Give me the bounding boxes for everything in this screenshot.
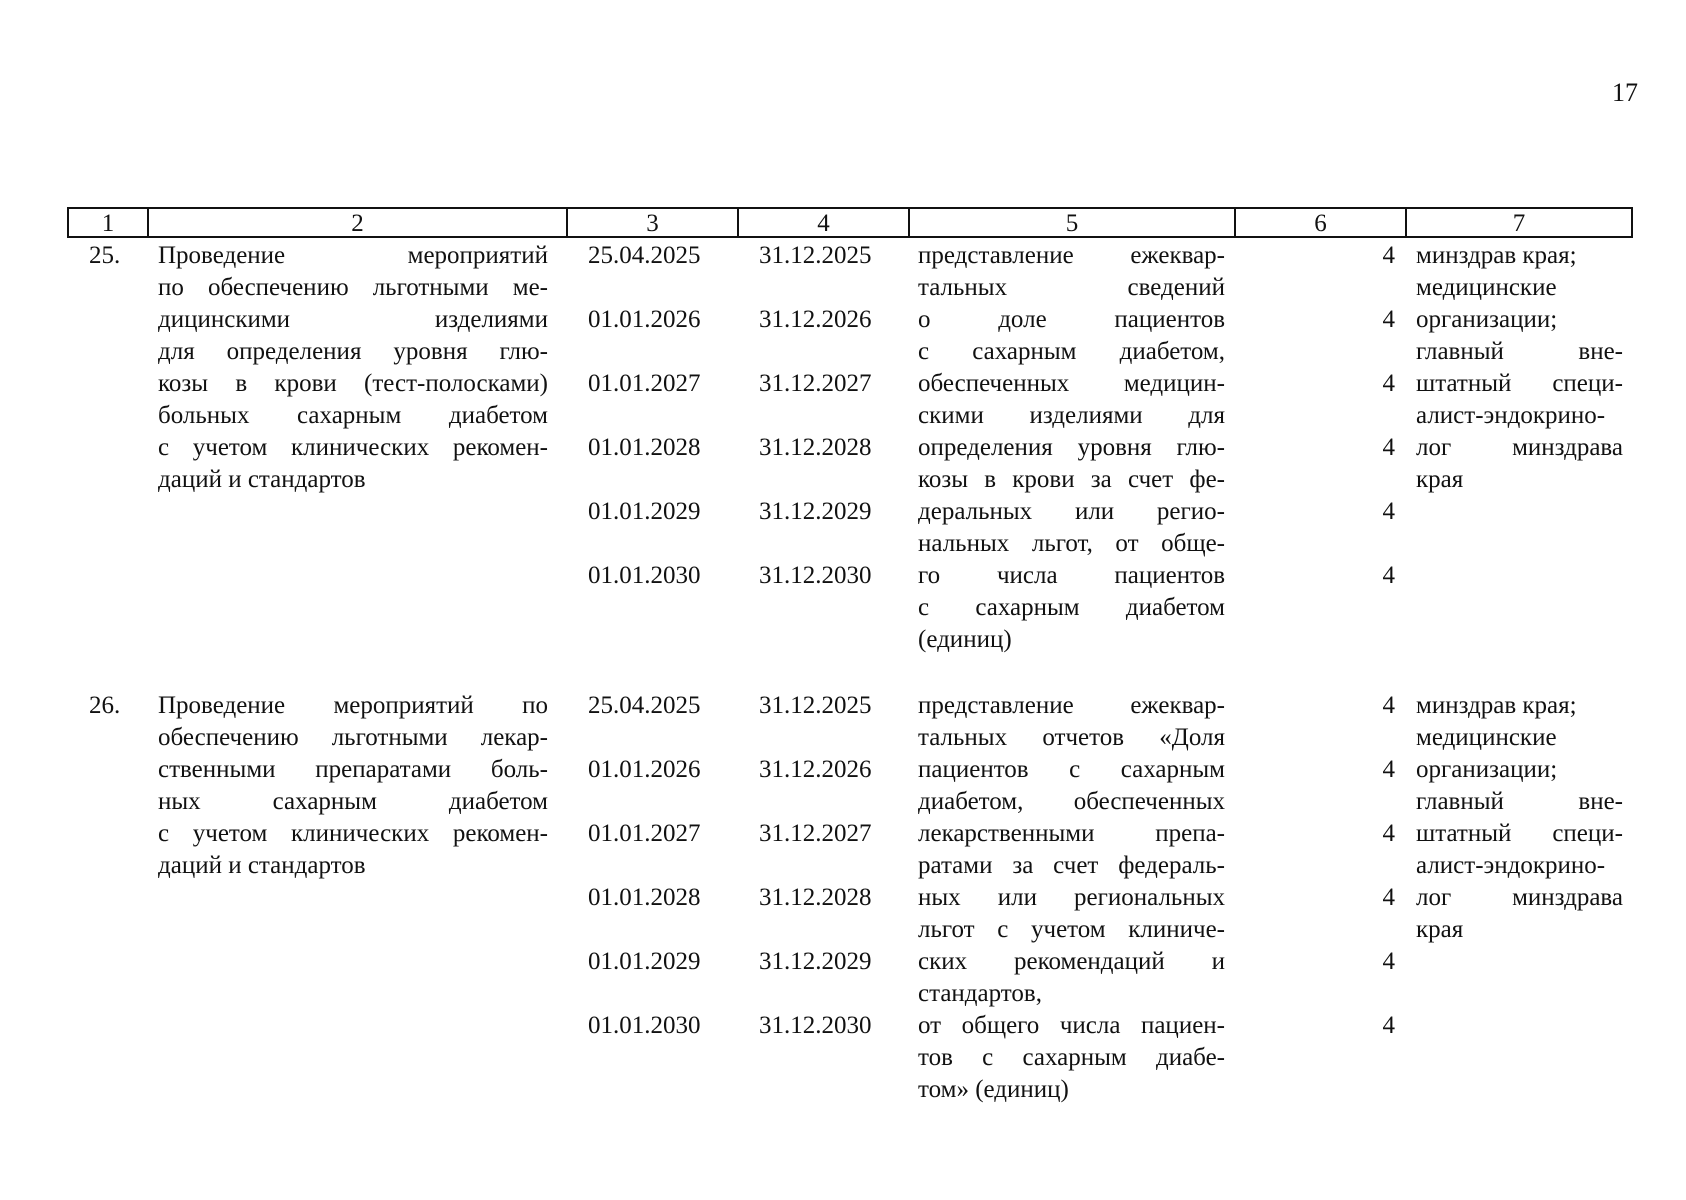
indicator-line: обеспеченных медицин- <box>918 370 1225 397</box>
activity-name-line: обеспечению льготными лекар- <box>158 724 548 751</box>
page-number: 17 <box>1612 78 1638 107</box>
indicator-line: (единиц) <box>918 626 1012 653</box>
period-end-date: 31.12.2029 <box>759 948 872 975</box>
activity-name-line: козы в крови (тест-полосками) <box>158 370 548 397</box>
row-number: 25. <box>89 242 121 269</box>
responsible-line: главный вне- <box>1416 338 1623 365</box>
indicator-line: представление ежеквар- <box>918 242 1225 269</box>
period-start-date: 01.01.2030 <box>588 1012 701 1039</box>
responsible-line: лог минздрава <box>1416 884 1623 911</box>
period-end-date: 31.12.2025 <box>759 242 872 269</box>
responsible-line: минздрав края; <box>1416 242 1577 269</box>
indicator-line: ратами за счет федераль- <box>918 852 1225 879</box>
activity-name-line: ных сахарным диабетом <box>158 788 548 815</box>
period-start-date: 01.01.2027 <box>588 370 701 397</box>
indicator-line: льгот с учетом клиниче- <box>918 916 1225 943</box>
indicator-line: ных или региональных <box>918 884 1225 911</box>
indicator-line: деральных или регио- <box>918 498 1225 525</box>
column-header-1: 1 <box>101 210 115 237</box>
activity-name-line: ственными препаратами боль- <box>158 756 548 783</box>
indicator-line: тальных отчетов «Доля <box>918 724 1225 751</box>
indicator-line: том» (единиц) <box>918 1076 1069 1103</box>
activity-name-line: по обеспечению льготными ме- <box>158 274 548 301</box>
responsible-line: алист-эндокрино- <box>1416 852 1606 879</box>
responsible-line: алист-эндокрино- <box>1416 402 1606 429</box>
responsible-line: минздрав края; <box>1416 692 1577 719</box>
target-value: 4 <box>1382 756 1395 783</box>
period-start-date: 25.04.2025 <box>588 692 701 719</box>
target-value: 4 <box>1382 370 1395 397</box>
table-header <box>67 207 1633 238</box>
column-header-2: 2 <box>147 209 566 236</box>
column-header-5: 5 <box>908 209 1234 236</box>
indicator-line: стандартов, <box>918 980 1042 1007</box>
target-value: 4 <box>1382 1012 1395 1039</box>
responsible-line: организации; <box>1416 756 1558 783</box>
column-header-3: 3 <box>566 209 737 236</box>
period-start-date: 01.01.2026 <box>588 756 701 783</box>
target-value: 4 <box>1382 562 1395 589</box>
indicator-line: от общего числа пациен- <box>918 1012 1225 1039</box>
activity-name-line: Проведение мероприятий <box>158 242 548 269</box>
activity-name-line: даций и стандартов <box>158 852 366 879</box>
period-end-date: 31.12.2028 <box>759 884 872 911</box>
activity-name-line: для определения уровня глю- <box>158 338 548 365</box>
indicator-line: о доле пациентов <box>918 306 1225 333</box>
responsible-line: медицинские <box>1416 274 1557 301</box>
period-start-date: 01.01.2029 <box>588 948 701 975</box>
responsible-line: медицинские <box>1416 724 1557 751</box>
row-number: 26. <box>89 692 121 719</box>
indicator-line: представление ежеквар- <box>918 692 1225 719</box>
period-end-date: 31.12.2025 <box>759 692 872 719</box>
activity-name-line: даций и стандартов <box>158 466 366 493</box>
period-end-date: 31.12.2030 <box>759 562 872 589</box>
period-end-date: 31.12.2028 <box>759 434 872 461</box>
period-end-date: 31.12.2026 <box>759 756 872 783</box>
period-end-date: 31.12.2026 <box>759 306 872 333</box>
target-value: 4 <box>1382 242 1395 269</box>
responsible-line: организации; <box>1416 306 1558 333</box>
responsible-line: края <box>1416 916 1464 943</box>
indicator-line: пациентов с сахарным <box>918 756 1225 783</box>
period-start-date: 01.01.2026 <box>588 306 701 333</box>
responsible-line: штатный специ- <box>1416 820 1623 847</box>
indicator-line: ских рекомендаций и <box>918 948 1225 975</box>
target-value: 4 <box>1382 498 1395 525</box>
target-value: 4 <box>1382 948 1395 975</box>
period-start-date: 01.01.2027 <box>588 820 701 847</box>
period-end-date: 31.12.2030 <box>759 1012 872 1039</box>
indicator-line: диабетом, обеспеченных <box>918 788 1225 815</box>
indicator-line: лекарственными препа- <box>918 820 1225 847</box>
column-header-7: 7 <box>1405 209 1631 236</box>
responsible-line: штатный специ- <box>1416 370 1623 397</box>
period-start-date: 01.01.2030 <box>588 562 701 589</box>
indicator-line: определения уровня глю- <box>918 434 1225 461</box>
activity-name-line: больных сахарным диабетом <box>158 402 548 429</box>
indicator-line: нальных льгот, от обще- <box>918 530 1225 557</box>
period-end-date: 31.12.2027 <box>759 370 872 397</box>
indicator-line: козы в крови за счет фе- <box>918 466 1225 493</box>
indicator-line: с сахарным диабетом, <box>918 338 1225 365</box>
responsible-line: лог минздрава <box>1416 434 1623 461</box>
indicator-line: тальных сведений <box>918 274 1225 301</box>
activity-name-line: дицинскими изделиями <box>158 306 548 333</box>
indicator-line: с сахарным диабетом <box>918 594 1225 621</box>
indicator-line: скими изделиями для <box>918 402 1225 429</box>
indicator-line: го числа пациентов <box>918 562 1225 589</box>
target-value: 4 <box>1382 884 1395 911</box>
responsible-line: края <box>1416 466 1464 493</box>
indicator-line: тов с сахарным диабе- <box>918 1044 1225 1071</box>
target-value: 4 <box>1382 434 1395 461</box>
period-end-date: 31.12.2027 <box>759 820 872 847</box>
period-start-date: 25.04.2025 <box>588 242 701 269</box>
period-start-date: 01.01.2029 <box>588 498 701 525</box>
responsible-line: главный вне- <box>1416 788 1623 815</box>
column-header-4: 4 <box>737 209 908 236</box>
period-end-date: 31.12.2029 <box>759 498 872 525</box>
activity-name-line: с учетом клинических рекомен- <box>158 820 548 847</box>
target-value: 4 <box>1382 692 1395 719</box>
target-value: 4 <box>1382 306 1395 333</box>
target-value: 4 <box>1382 820 1395 847</box>
period-start-date: 01.01.2028 <box>588 434 701 461</box>
activity-name-line: Проведение мероприятий по <box>158 692 548 719</box>
period-start-date: 01.01.2028 <box>588 884 701 911</box>
activity-name-line: с учетом клинических рекомен- <box>158 434 548 461</box>
column-header-6: 6 <box>1234 209 1405 236</box>
